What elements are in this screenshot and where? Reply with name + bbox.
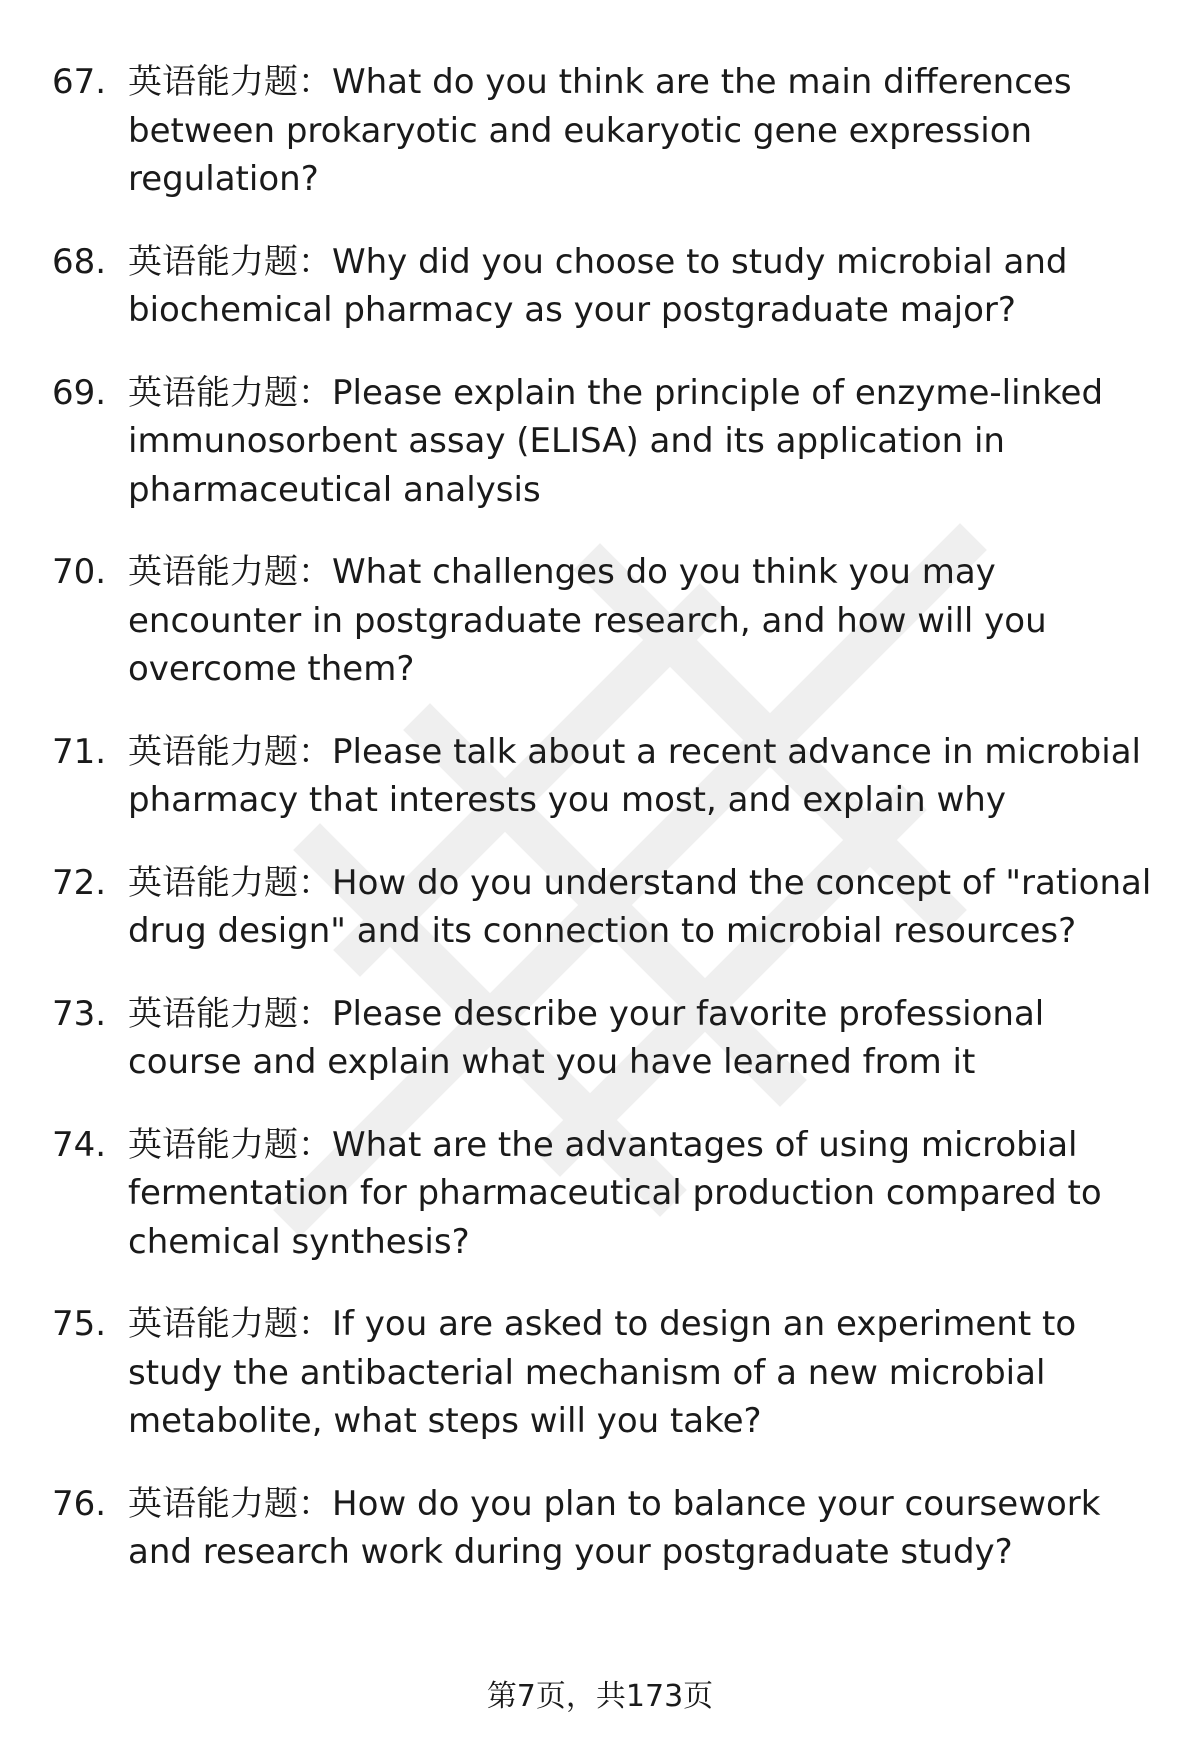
page-footer — [0, 1677, 1200, 1717]
question-item — [0, 1300, 1200, 1446]
question-number: 71. — [52, 731, 107, 772]
question-number: 74. — [52, 1124, 107, 1165]
page-number-label: 第7页，共173页 — [486, 1679, 714, 1714]
question-item — [0, 1480, 1200, 1577]
question-item — [0, 728, 1200, 825]
question-text: Please explain the principle of enzyme-linked immunosorbent assay (ELISA) and its application in pharmaceutical analysis — [128, 372, 1104, 510]
question-text: Why did you choose to study microbial and biochemical pharmacy as your postgraduate major? — [128, 241, 1068, 330]
question-tag: 英语能力题： — [128, 372, 332, 413]
question-tag: 英语能力题： — [128, 862, 332, 903]
question-item — [0, 1121, 1200, 1267]
question-item — [0, 238, 1200, 335]
question-text: What do you think are the main differences between prokaryotic and eukaryotic gene expression regulation? — [128, 62, 1072, 199]
question-number: 68. — [52, 241, 107, 282]
question-number: 69. — [52, 372, 107, 413]
question-text: How do you understand the concept of "rational drug design" and its connection to microbial resources? — [128, 862, 1152, 951]
question-tag: 英语能力题： — [128, 1483, 332, 1524]
question-number: 73. — [52, 993, 107, 1034]
question-number: 76. — [52, 1483, 107, 1524]
question-tag: 英语能力题： — [128, 1124, 332, 1165]
question-item — [0, 990, 1200, 1087]
question-tag: 英语能力题： — [128, 1304, 332, 1344]
question-text: What challenges do you think you may encounter in postgraduate research, and how will you overcome them? — [128, 552, 1047, 689]
question-tag: 英语能力题： — [128, 731, 332, 772]
question-tag: 英语能力题： — [128, 241, 332, 282]
question-number: 72. — [52, 862, 107, 903]
question-tag: 英语能力题： — [128, 552, 332, 592]
question-text: If you are asked to design an experiment to study the antibacterial mechanism of a new microbial metabolite, what steps will you take? — [128, 1304, 1077, 1441]
question-number: 70. — [52, 552, 107, 592]
question-text: Please describe your favorite professional course and explain what you have learned from it — [128, 993, 1045, 1082]
question-text: What are the advantages of using microbial fermentation for pharmaceutical production compared to chemical synthesis? — [128, 1124, 1102, 1262]
question-tag: 英语能力题： — [128, 62, 332, 102]
question-item — [0, 548, 1200, 694]
question-text: How do you plan to balance your coursework and research work during your postgraduate study? — [128, 1483, 1101, 1572]
question-item — [0, 369, 1200, 515]
question-text: Please talk about a recent advance in microbial pharmacy that interests you most, and explain why — [128, 731, 1141, 820]
question-item — [0, 58, 1200, 204]
question-number: 67. — [52, 62, 107, 102]
question-list — [0, 58, 1200, 1611]
question-item — [0, 859, 1200, 956]
question-tag: 英语能力题： — [128, 993, 332, 1034]
question-number: 75. — [52, 1304, 107, 1344]
